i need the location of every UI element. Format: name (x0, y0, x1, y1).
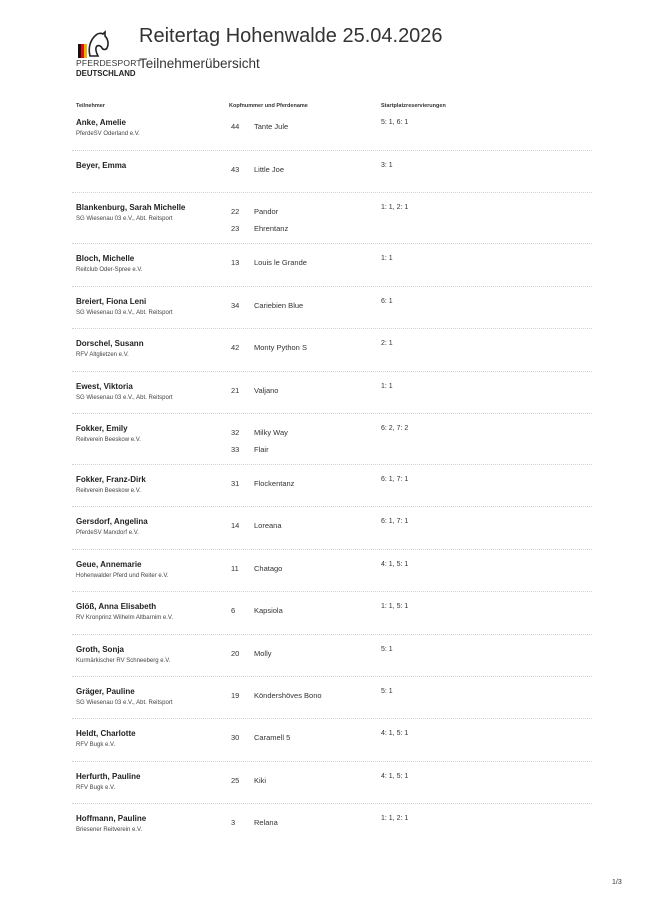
participant-club: SG Wiesenau 03 e.V., Abt. Reitsport (76, 216, 173, 222)
head-number: 44 (231, 122, 240, 131)
participant-club: SG Wiesenau 03 e.V., Abt. Reitsport (76, 395, 173, 401)
participant-name: Heldt, Charlotte (76, 729, 136, 738)
head-number: 20 (231, 649, 240, 658)
horse-name: Molly (254, 649, 272, 658)
row-separator (72, 464, 592, 465)
head-number: 30 (231, 733, 240, 742)
participant-name: Blankenburg, Sarah Michelle (76, 203, 186, 212)
start-reservations: 5: 1 (381, 688, 393, 695)
page-number: 1/3 (612, 879, 622, 886)
logo-line-2: DEUTSCHLAND (76, 68, 136, 78)
participant-club: RV Kronprinz Wilhelm Altbarnim e.V. (76, 615, 174, 621)
head-number: 11 (231, 564, 239, 573)
participant-club: Reitclub Oder-Spree e.V. (76, 267, 143, 273)
head-number: 33 (231, 445, 240, 454)
participant-name: Geue, Annemarie (76, 560, 142, 569)
participant-club: RFV Bugk e.V. (76, 742, 116, 748)
participant-club: SG Wiesenau 03 e.V., Abt. Reitsport (76, 310, 173, 316)
head-number: 19 (231, 691, 240, 700)
participant-club: Kurmärkischer RV Schneeberg e.V. (76, 658, 171, 664)
horse-name: Valjano (254, 386, 279, 395)
participant-name: Anke, Amelie (76, 118, 126, 127)
column-header-reservations: Startplatzreservierungen (381, 103, 446, 109)
logo-line-1: PFERDESPORT (76, 58, 142, 68)
participant-name: Gräger, Pauline (76, 687, 135, 696)
horse-name: Kiki (254, 776, 267, 785)
head-number: 34 (231, 301, 240, 310)
horse-name: Caramell 5 (254, 733, 291, 742)
head-number: 13 (231, 258, 240, 267)
horse-name: Chatago (254, 564, 283, 573)
row-separator (72, 506, 592, 507)
horse-name: Pandor (254, 207, 279, 216)
row-separator (72, 243, 592, 244)
head-number: 25 (231, 776, 240, 785)
row-separator (72, 192, 592, 193)
head-number: 42 (231, 343, 240, 352)
participant-club: Reitverein Beeskow e.V. (76, 488, 141, 494)
row-separator (72, 676, 592, 677)
participant-club: Hohenwalder Pferd und Reiter e.V. (76, 573, 169, 579)
participant-name: Herfurth, Pauline (76, 772, 141, 781)
horse-name: Monty Python S (254, 343, 307, 352)
logo (74, 30, 142, 82)
participant-name: Groth, Sonja (76, 645, 124, 654)
start-reservations: 2: 1 (381, 340, 393, 347)
row-separator (72, 328, 592, 329)
page-subtitle: Teilnehmerübersicht (139, 56, 260, 71)
participant-name: Beyer, Emma (76, 161, 127, 170)
horse-name: Louis le Grande (254, 258, 307, 267)
start-reservations: 6: 1, 7: 1 (381, 518, 409, 525)
horse-name: Kapsiola (254, 606, 283, 615)
start-reservations: 4: 1, 5: 1 (381, 773, 409, 780)
participant-name: Hoffmann, Pauline (76, 814, 147, 823)
start-reservations: 1: 1, 5: 1 (381, 603, 409, 610)
horse-name: Loreana (254, 521, 282, 530)
page-title: Reitertag Hohenwalde 25.04.2026 (139, 25, 443, 47)
horse-name: Relana (254, 818, 278, 827)
start-reservations: 6: 1, 7: 1 (381, 476, 409, 483)
head-number: 43 (231, 165, 240, 174)
participant-name: Gersdorf, Angelina (76, 517, 148, 526)
head-number: 21 (231, 386, 240, 395)
participant-club: PferdeSV Marxdorf e.V. (76, 530, 139, 536)
participant-name: Bloch, Michelle (76, 254, 135, 263)
head-number: 23 (231, 224, 240, 233)
start-reservations: 6: 2, 7: 2 (381, 425, 409, 432)
participant-club: PferdeSV Oderland e.V. (76, 131, 140, 137)
start-reservations: 3: 1 (381, 162, 393, 169)
start-reservations: 1: 1, 2: 1 (381, 204, 409, 211)
start-reservations: 5: 1 (381, 646, 393, 653)
start-reservations: 1: 1 (381, 383, 393, 390)
horse-name: Flair (254, 445, 269, 454)
participant-name: Fokker, Emily (76, 424, 128, 433)
horse-name: Milky Way (254, 428, 288, 437)
row-separator (72, 371, 592, 372)
horse-name: Ehrentanz (254, 224, 289, 233)
row-separator (72, 761, 592, 762)
head-number: 22 (231, 207, 240, 216)
row-separator (72, 286, 592, 287)
head-number: 6 (231, 606, 236, 615)
row-separator (72, 591, 592, 592)
start-reservations: 1: 1, 2: 1 (381, 815, 409, 822)
row-separator (72, 413, 592, 414)
horse-name: Köndershöves Bono (254, 691, 322, 700)
participant-club: Briesener Reitverein e.V. (76, 827, 143, 833)
head-number: 3 (231, 818, 236, 827)
horse-name: Flockentanz (254, 479, 295, 488)
participant-name: Glöß, Anna Elisabeth (76, 602, 157, 611)
participant-name: Fokker, Franz-Dirk (76, 475, 146, 484)
row-separator (72, 803, 592, 804)
horse-head-icon (74, 30, 114, 60)
participant-name: Dorschel, Susann (76, 339, 144, 348)
participant-club: RFV Bugk e.V. (76, 785, 116, 791)
horse-name: Cariebien Blue (254, 301, 304, 310)
row-separator (72, 150, 592, 151)
column-header-head-number: Kopfnummer und Pferdename (229, 103, 308, 109)
row-separator (72, 718, 592, 719)
head-number: 31 (231, 479, 240, 488)
participant-club: Reitverein Beeskow e.V. (76, 437, 141, 443)
head-number: 32 (231, 428, 240, 437)
start-reservations: 1: 1 (381, 255, 393, 262)
participant-name: Ewest, Viktoria (76, 382, 133, 391)
participant-club: SG Wiesenau 03 e.V., Abt. Reitsport (76, 700, 173, 706)
row-separator (72, 549, 592, 550)
start-reservations: 5: 1, 6: 1 (381, 119, 409, 126)
start-reservations: 4: 1, 5: 1 (381, 561, 409, 568)
participant-club: RFV Altglietzen e.V. (76, 352, 129, 358)
start-reservations: 6: 1 (381, 298, 393, 305)
start-reservations: 4: 1, 5: 1 (381, 730, 409, 737)
horse-name: Little Joe (254, 165, 285, 174)
column-header-participant: Teilnehmer (76, 103, 105, 109)
participant-name: Breiert, Fiona Leni (76, 297, 147, 306)
row-separator (72, 634, 592, 635)
head-number: 14 (231, 521, 240, 530)
horse-name: Tante Jule (254, 122, 289, 131)
